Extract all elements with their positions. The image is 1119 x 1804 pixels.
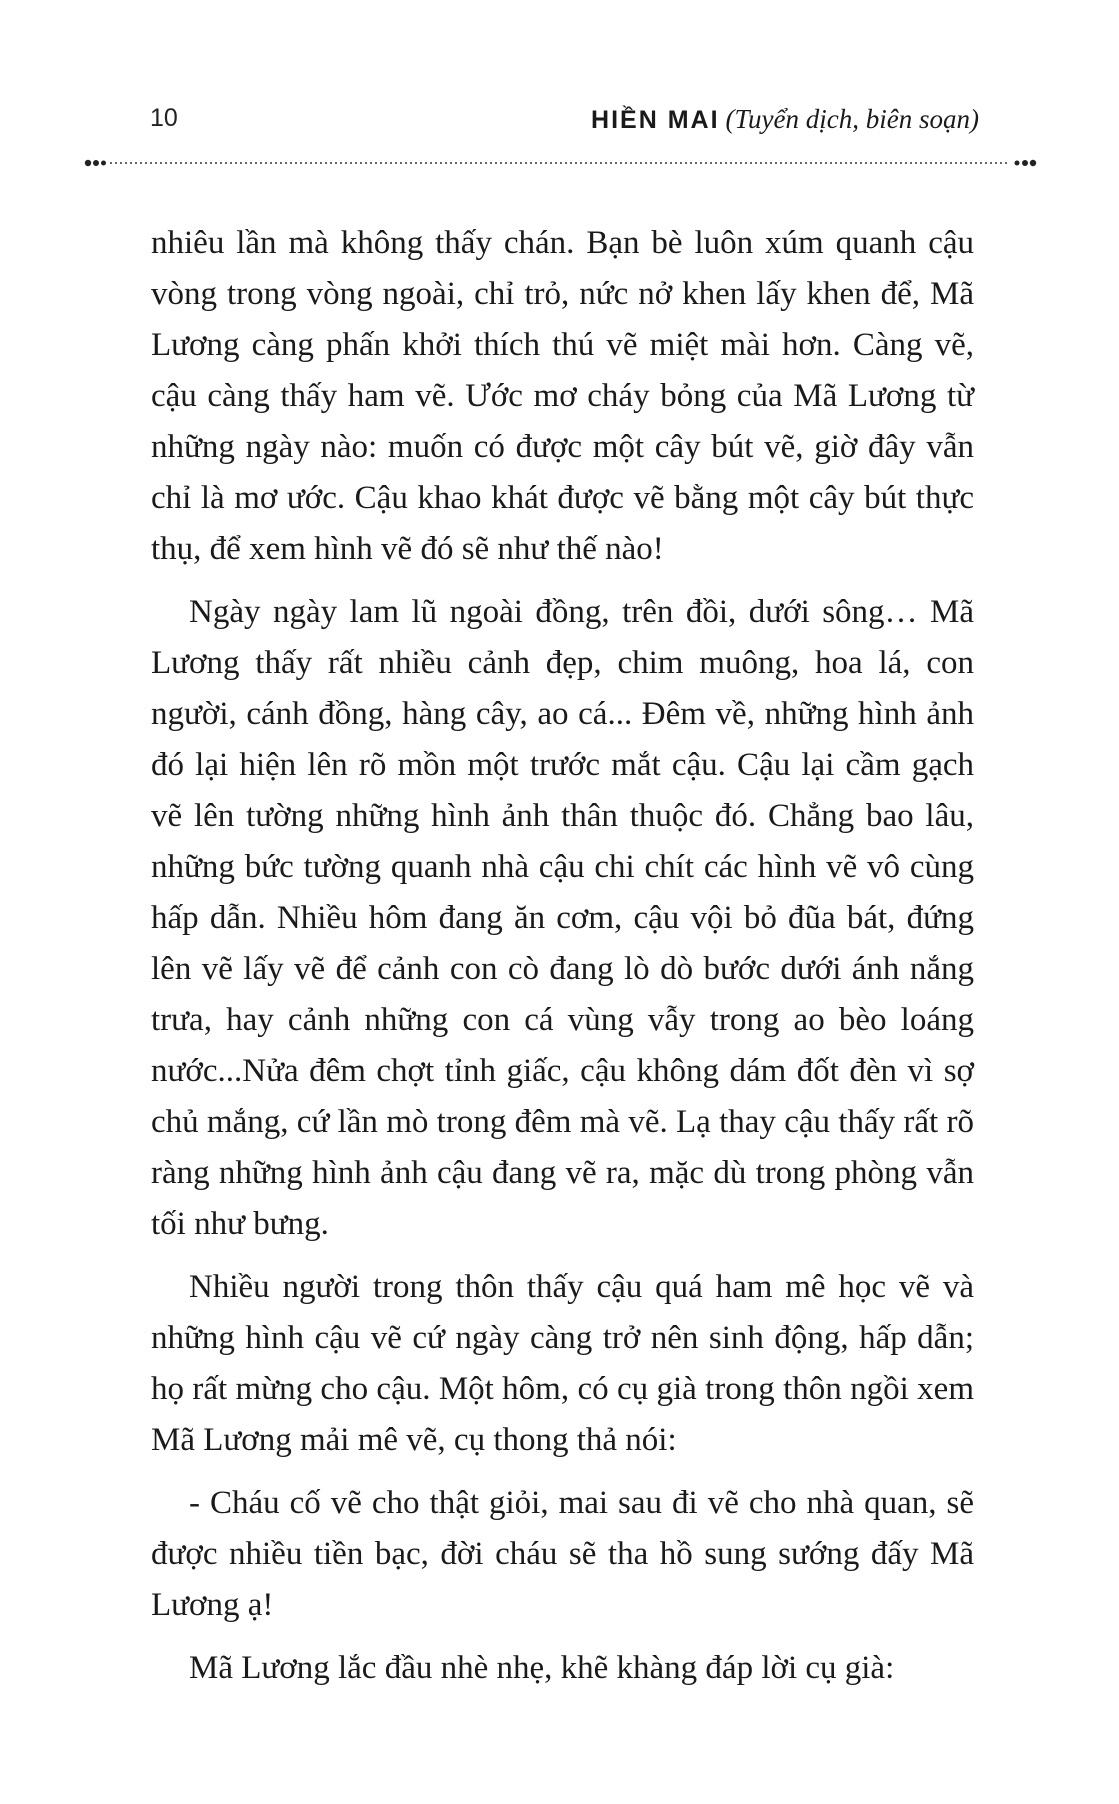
- running-head: [591, 104, 979, 135]
- paragraph-2: Ngày ngày lam lũ ngoài đồng, trên đồi, dưới sông… Mã Lương thấy rất nhiều cảnh đẹp, chim muông, hoa lá, con người, cánh đồng, hàng cây, ao cá... Đêm về, những hình ảnh đó lại hiện lên rõ mồn một trước mắt cậu. Cậu lại cầm gạch vẽ lên tường những hình ảnh thân thuộc đó. Chẳng bao lâu, những bức tường quanh nhà cậu chi chít các hình vẽ vô cùng hấp dẫn. Nhiều hôm đang ăn cơm, cậu vội bỏ đũa bát, đứng lên vẽ lấy vẽ để cảnh con cò đang lò dò bước dưới ánh nắng trưa, hay cảnh những con cá vùng vẫy trong ao bèo loáng nước...Nửa đêm chợt tỉnh giấc, cậu không dám đốt đèn vì sợ chủ mắng, cứ lần mò trong đêm mà vẽ. Lạ thay cậu thấy rất rõ ràng những hình ảnh cậu đang vẽ ra, mặc dù trong phòng vẫn tối như bưng.: [151, 594, 974, 1242]
- page-number: 10: [150, 104, 178, 132]
- paragraph-1: nhiêu lần mà không thấy chán. Bạn bè luôn xúm quanh cậu vòng trong vòng ngoài, chỉ trỏ, nức nở khen lấy khen để, Mã Lương càng phấn khởi thích thú vẽ miệt mài hơn. Càng vẽ, cậu càng thấy ham vẽ. Ước mơ cháy bỏng của Mã Lương từ những ngày nào: muốn có được một cây bút vẽ, giờ đây vẫn chỉ là mơ ước. Cậu khao khát được vẽ bằng một cây bút thực thụ, để xem hình vẽ đó sẽ như thế nào!: [151, 225, 974, 567]
- header-divider: [84, 158, 1037, 168]
- author-name: HIỀN MAI: [591, 106, 720, 134]
- body-text: [151, 218, 974, 1706]
- dotted-rule: [84, 158, 1037, 168]
- paragraph-3: Nhiều người trong thôn thấy cậu quá ham mê học vẽ và những hình cậu vẽ cứ ngày càng trở nên sinh động, hấp dẫn; họ rất mừng cho cậu. Một hôm, có cụ già trong thôn ngồi xem Mã Lương mải mê vẽ, cụ thong thả nói:: [151, 1269, 974, 1458]
- page-header: [150, 104, 979, 144]
- book-subtitle: (Tuyển dịch, biên soạn): [725, 104, 979, 134]
- paragraph-4-dialogue: - Cháu cố vẽ cho thật giỏi, mai sau đi vẽ cho nhà quan, sẽ được nhiều tiền bạc, đời cháu sẽ tha hồ sung sướng đấy Mã Lương ạ!: [151, 1485, 974, 1623]
- paragraph-5: Mã Lương lắc đầu nhè nhẹ, khẽ khàng đáp lời cụ già:: [189, 1650, 895, 1686]
